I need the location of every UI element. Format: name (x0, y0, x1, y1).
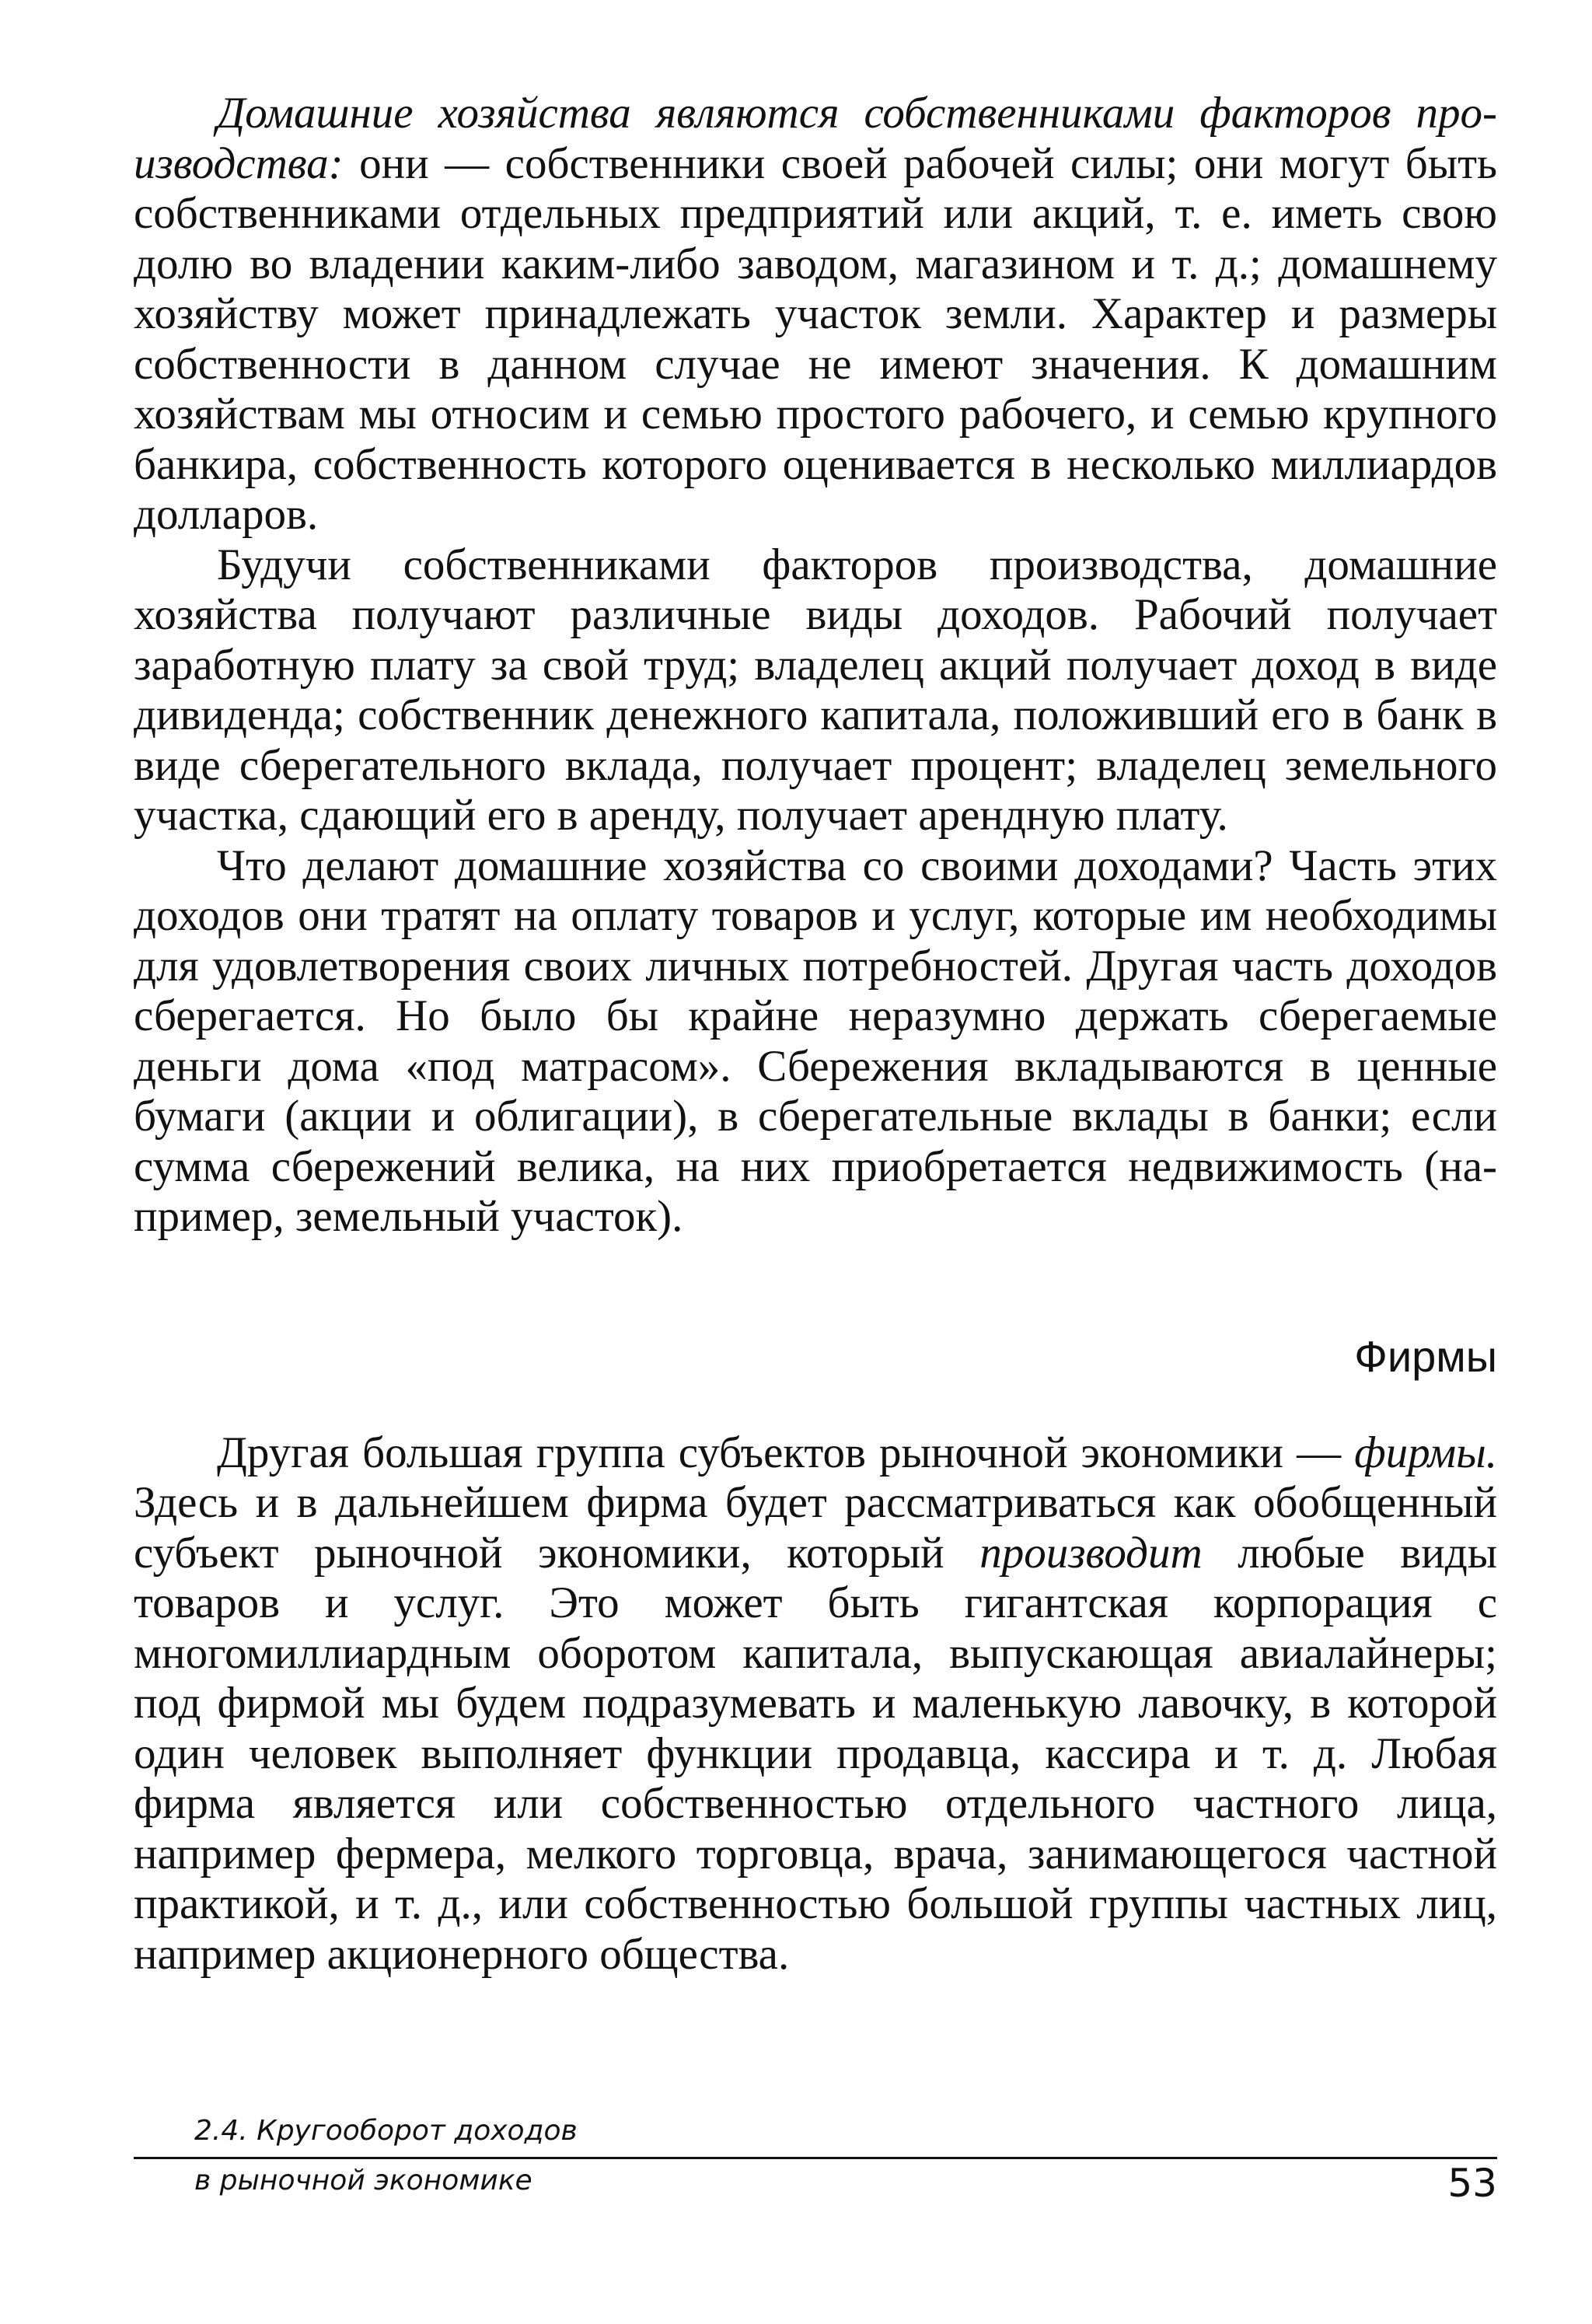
paragraph-text: Другая большая группа субъектов рыночной экономики — (217, 1428, 1355, 1477)
running-title: 2.4. Кругооборот доходов (194, 2115, 578, 2147)
italic-term: производит (979, 1528, 1203, 1578)
footer-divider (134, 2157, 1497, 2159)
running-title-continuation: в рыночной экономике (194, 2165, 532, 2196)
page-body (134, 89, 1497, 1980)
section-heading-firms: Фирмы (1354, 1331, 1497, 1381)
paragraph-households-owners (134, 89, 1497, 540)
paragraph-lead-italic: Домашние хозяйства являются собственниками факторов производства: (134, 89, 1497, 188)
paragraph-text: они — собственники своей рабочей силы; они могут быть собственниками отдельных предприятий или акций, т. е. иметь свою долю во владении каким-либо заводом, магазином и т. д.; домашнему хозяйству может принадлежать участок земли. Характер и размеры собственности в данном случае не имеют значения. К домашним хозяйствам мы относим и семью простого рабочего, и семью крупного банкира, собственность которого оценивается в несколько миллиардов долларов. (134, 138, 1497, 539)
paragraph-text: Здесь и в дальнейшем фирма будет рассматриваться как обобщенный субъект рыночной экономики, который (134, 1478, 1497, 1578)
paragraph-households-spending: Что делают домашние хозяйства со своими доходами? Часть этих доходов они тратят на оплату товаров и услуг, которые им необходимы для удовлетворения своих личных потребностей. Другая часть доходов сберегается. Но было бы крайне неразумно держать сберегаемые деньги дома «под матрасом». Сбережения вкладываются в ценные бумаги (акции и облигации), в сберегательные вклады в банки; если сумма сбережений велика, на них приобретается недвижимость (например, земельный участок). (134, 840, 1497, 1241)
paragraph-firms (134, 1428, 1497, 1980)
paragraph-text: любые виды товаров и услуг. Это может быть гигантская корпорация с многомиллиардным оборотом капитала, выпускающая авиалайнеры; под фирмой мы будем подразумевать и маленькую лавочку, в которой один человек выполняет функции продавца, кассира и т. д. Любая фирма является или собственностью отдельного частного лица, например фермера, мелкого торговца, врача, занимающегося частной практикой, и т. д., или собственностью большой группы частных лиц, например акционерного общества. (134, 1528, 1497, 1979)
italic-term: фирмы. (1354, 1428, 1497, 1477)
paragraph-households-incomes: Будучи собственниками факторов производства, домашние хозяйства получают различные виды доходов. Рабочий получает заработную плату за свой труд; владелец акций получает доход в виде дивиденда; собственник денежного капитала, положивший его в банк в виде сберегательного вклада, получает процент; владелец земельного участка, сдающий его в аренду, получает арендную плату. (134, 540, 1497, 840)
page-number: 53 (1447, 2161, 1497, 2206)
